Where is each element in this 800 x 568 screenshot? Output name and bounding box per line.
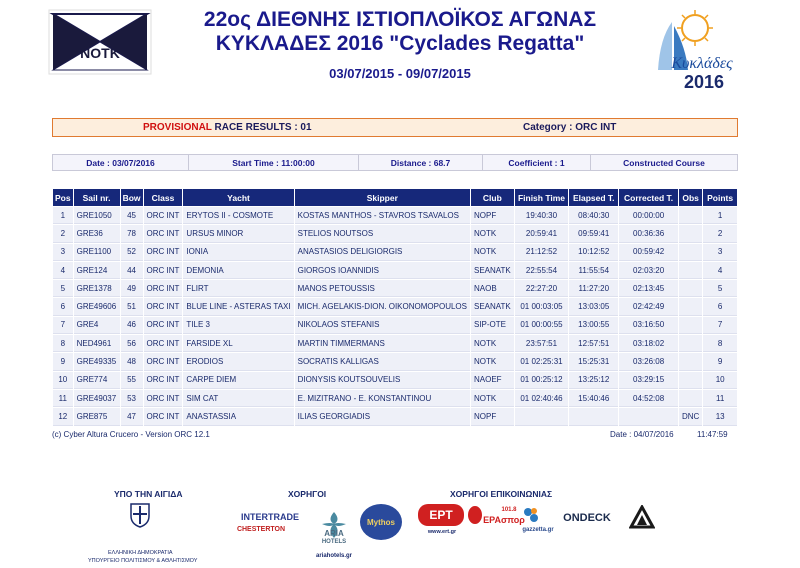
table-body — [53, 207, 737, 426]
cell-class: ORC INT — [144, 317, 183, 334]
cell-class: ORC INT — [144, 372, 183, 389]
cell-club: NOTK — [471, 353, 514, 370]
cell-pos: 3 — [53, 244, 73, 261]
column-header-corrected-time: Corrected T. — [619, 189, 678, 206]
cell-yacht: ERODIOS — [183, 353, 293, 370]
cell-elapsed-time: 15:40:46 — [569, 390, 618, 407]
cell-elapsed-time: 12:57:51 — [569, 335, 618, 352]
cell-points: 3 — [703, 244, 737, 261]
cell-bow: 56 — [121, 335, 143, 352]
cell-corrected-time: 00:59:42 — [619, 244, 678, 261]
page-header — [0, 0, 800, 112]
column-header-finish-time: Finish Time — [515, 189, 569, 206]
cyclades-logo-year: 2016 — [683, 72, 725, 92]
cell-skipper: MANOS PETOUSSIS — [295, 280, 470, 297]
cell-skipper: STELIOS NOUTSOS — [295, 225, 470, 242]
cell-skipper: NIKOLAOS STEFANIS — [295, 317, 470, 334]
cell-corrected-time: 00:36:36 — [619, 225, 678, 242]
column-header-obs: Obs — [679, 189, 702, 206]
table-row — [53, 372, 737, 389]
cell-skipper: DIONYSIS KOUTSOUVELIS — [295, 372, 470, 389]
cell-sail-nr: GRE1100 — [74, 244, 120, 261]
triangle-logo-icon — [628, 504, 656, 530]
coefficient: Coefficient : 1 — [483, 155, 591, 170]
cell-obs: DNC — [679, 408, 702, 425]
results-title: RACE RESULTS : 01 — [214, 122, 312, 133]
cell-sail-nr: GRE36 — [74, 225, 120, 242]
aegis-text-2: ΥΠΟΥΡΓΕΙΟ ΠΟΛΙΤΙΣΜΟΥ & ΑΘΛΗΤΙΣΜΟΥ — [88, 558, 198, 564]
table-row — [53, 335, 737, 352]
cell-bow: 46 — [121, 317, 143, 334]
cyclades-logo-text: Κυκλάδες — [671, 55, 733, 72]
table-row — [53, 262, 737, 279]
cell-obs — [679, 390, 702, 407]
cell-sail-nr: GRE124 — [74, 262, 120, 279]
cell-bow: 53 — [121, 390, 143, 407]
erasport-mark-icon — [468, 506, 482, 524]
cell-class: ORC INT — [144, 335, 183, 352]
cell-club: NOTK — [471, 244, 514, 261]
cell-bow: 49 — [121, 280, 143, 297]
cell-class: ORC INT — [144, 207, 183, 224]
cell-obs — [679, 207, 702, 224]
cell-class: ORC INT — [144, 353, 183, 370]
race-results-bar — [52, 118, 738, 137]
cell-points: 7 — [703, 317, 737, 334]
cell-sail-nr: GRE49037 — [74, 390, 120, 407]
cell-club: SEANATK — [471, 262, 514, 279]
cell-obs — [679, 280, 702, 297]
cell-skipper: MICH. AGELAKIS-DION. OIKONOMOPOULOS — [295, 298, 470, 315]
cell-class: ORC INT — [144, 408, 183, 425]
notk-logo-text: NOTK — [80, 45, 120, 61]
cell-class: ORC INT — [144, 390, 183, 407]
cell-points: 11 — [703, 390, 737, 407]
event-dates: 03/07/2015 - 09/07/2015 — [329, 66, 471, 81]
cell-yacht: CARPE DIEM — [183, 372, 293, 389]
cell-sail-nr: GRE49606 — [74, 298, 120, 315]
cell-sail-nr: GRE4 — [74, 317, 120, 334]
cell-finish-time: 20:59:41 — [515, 225, 569, 242]
cell-obs — [679, 225, 702, 242]
cell-skipper: E. MIZITRANO - E. KONSTANTINOU — [295, 390, 470, 407]
aegis-title: ΥΠΟ ΤΗΝ ΑΙΓΙΔΑ — [114, 489, 183, 499]
print-date: Date : 04/07/2016 — [610, 430, 674, 439]
cell-club: SEANATK — [471, 298, 514, 315]
race-results-label — [143, 122, 312, 133]
cell-pos: 12 — [53, 408, 73, 425]
cell-bow: 51 — [121, 298, 143, 315]
cell-pos: 9 — [53, 353, 73, 370]
notk-logo — [45, 6, 155, 78]
start-time: Start Time : 11:00:00 — [189, 155, 359, 170]
table-row — [53, 408, 737, 425]
cell-finish-time: 23:57:51 — [515, 335, 569, 352]
table-row — [53, 280, 737, 297]
cell-finish-time: 19:40:30 — [515, 207, 569, 224]
cell-finish-time: 21:12:52 — [515, 244, 569, 261]
cell-elapsed-time — [569, 408, 618, 425]
intertrade-logo: INTERTRADE — [241, 512, 299, 522]
cell-obs — [679, 353, 702, 370]
table-row — [53, 244, 737, 261]
cell-pos: 8 — [53, 335, 73, 352]
cell-class: ORC INT — [144, 298, 183, 315]
cell-yacht: FARSIDE XL — [183, 335, 293, 352]
cell-finish-time: 01 00:25:12 — [515, 372, 569, 389]
cell-bow: 45 — [121, 207, 143, 224]
cell-sail-nr: GRE774 — [74, 372, 120, 389]
cell-skipper: KOSTAS MANTHOS - STAVROS TSAVALOS — [295, 207, 470, 224]
cell-points: 1 — [703, 207, 737, 224]
cell-sail-nr: GRE49335 — [74, 353, 120, 370]
cell-corrected-time: 02:42:49 — [619, 298, 678, 315]
race-info-bar — [52, 154, 738, 171]
cell-corrected-time — [619, 408, 678, 425]
cell-yacht: DEMONIA — [183, 262, 293, 279]
cell-pos: 5 — [53, 280, 73, 297]
cell-elapsed-time: 11:55:54 — [569, 262, 618, 279]
cell-club: NOTK — [471, 225, 514, 242]
column-header-yacht: Yacht — [183, 189, 293, 206]
table-row — [53, 225, 737, 242]
cell-points: 6 — [703, 298, 737, 315]
cell-pos: 6 — [53, 298, 73, 315]
column-header-elapsed-time: Elapsed T. — [569, 189, 618, 206]
cell-points: 2 — [703, 225, 737, 242]
cell-yacht: URSUS MINOR — [183, 225, 293, 242]
column-header-pos: Pos — [53, 189, 73, 206]
aegis-text-1: ΕΛΛΗΝΙΚΗ ΔΗΜΟΚΡΑΤΙΑ — [108, 550, 173, 556]
provisional-label: PROVISIONAL — [143, 122, 212, 133]
aria-sub-label: HOTELS — [321, 539, 347, 545]
cell-yacht: ERYTOS II - COSMOTE — [183, 207, 293, 224]
cell-points: 10 — [703, 372, 737, 389]
cell-points: 9 — [703, 353, 737, 370]
ert-logo: ΕΡΤ — [418, 504, 464, 526]
cell-finish-time: 01 00:00:55 — [515, 317, 569, 334]
distance: Distance : 68.7 — [359, 155, 483, 170]
results-table — [52, 188, 738, 427]
aria-label: ARIA — [324, 528, 344, 538]
cell-sail-nr: GRE875 — [74, 408, 120, 425]
event-title-line1: 22ος ΔΙΕΘΝΗΣ ΙΣΤΙΟΠΛΟΪΚΟΣ ΑΓΩΝΑΣ — [203, 8, 597, 31]
gazzetta-logo: gazzetta.gr — [522, 527, 554, 533]
event-title-line2: ΚΥΚΛΑΔΕΣ 2016 "Cyclades Regatta" — [215, 32, 585, 55]
ert-url: www.ert.gr — [427, 529, 457, 535]
cell-elapsed-time: 13:25:12 — [569, 372, 618, 389]
column-header-sail-nr: Sail nr. — [74, 189, 120, 206]
cell-sail-nr: GRE1378 — [74, 280, 120, 297]
cell-class: ORC INT — [144, 244, 183, 261]
cell-corrected-time: 03:18:02 — [619, 335, 678, 352]
course-type: Constructed Course — [623, 157, 705, 168]
cell-class: ORC INT — [144, 225, 183, 242]
table-row — [53, 317, 737, 334]
cell-class: ORC INT — [144, 262, 183, 279]
cell-bow: 44 — [121, 262, 143, 279]
cell-club: NOPF — [471, 408, 514, 425]
cell-skipper: SOCRATIS KALLIGAS — [295, 353, 470, 370]
cell-points: 4 — [703, 262, 737, 279]
cell-obs — [679, 298, 702, 315]
sponsors-title: ΧΟΡΗΓΟΙ — [288, 489, 327, 499]
cell-elapsed-time: 08:40:30 — [569, 207, 618, 224]
table-header-row — [53, 189, 737, 206]
cell-pos: 11 — [53, 390, 73, 407]
cell-pos: 2 — [53, 225, 73, 242]
cell-finish-time — [515, 408, 569, 425]
cell-points: 8 — [703, 335, 737, 352]
cell-club: NAOEF — [471, 372, 514, 389]
cell-corrected-time: 03:29:15 — [619, 372, 678, 389]
cell-bow: 48 — [121, 353, 143, 370]
erasport-logo: ΕΡΑσπορ — [483, 515, 525, 525]
cell-points: 13 — [703, 408, 737, 425]
cell-corrected-time: 02:13:45 — [619, 280, 678, 297]
column-header-bow: Bow — [121, 189, 143, 206]
cell-finish-time: 22:55:54 — [515, 262, 569, 279]
cell-club: NOPF — [471, 207, 514, 224]
table-row — [53, 390, 737, 407]
cell-pos: 1 — [53, 207, 73, 224]
cell-pos: 4 — [53, 262, 73, 279]
column-header-points: Points — [703, 189, 737, 206]
erasport-frequency: 101.8 — [501, 507, 517, 513]
race-date: Date : 03/07/2016 — [53, 155, 189, 170]
media-sponsors-title: ΧΟΡΗΓΟΙ ΕΠΙΚΟΙΝΩΝΙΑΣ — [450, 489, 553, 499]
cell-obs — [679, 317, 702, 334]
column-header-class: Class — [144, 189, 183, 206]
cell-club: NAOB — [471, 280, 514, 297]
cell-yacht: BLUE LINE - ASTERAS TAXI — [183, 298, 293, 315]
cell-yacht: TILE 3 — [183, 317, 293, 334]
cell-points: 5 — [703, 280, 737, 297]
cell-obs — [679, 335, 702, 352]
cell-elapsed-time: 11:27:20 — [569, 280, 618, 297]
cell-corrected-time: 02:03:20 — [619, 262, 678, 279]
cell-elapsed-time: 13:03:05 — [569, 298, 618, 315]
cell-finish-time: 01 00:03:05 — [515, 298, 569, 315]
cell-corrected-time: 04:52:08 — [619, 390, 678, 407]
chesterton-logo: CHESTERTON — [236, 525, 286, 533]
column-header-skipper: Skipper — [295, 189, 470, 206]
cell-yacht: SIM CAT — [183, 390, 293, 407]
column-header-club: Club — [471, 189, 514, 206]
cell-elapsed-time: 15:25:31 — [569, 353, 618, 370]
cell-skipper: ANASTASIOS DELIGIORGIS — [295, 244, 470, 261]
cell-finish-time: 01 02:25:31 — [515, 353, 569, 370]
cell-finish-time: 01 02:40:46 — [515, 390, 569, 407]
mythos-logo: Mythos — [360, 504, 402, 540]
cell-corrected-time: 00:00:00 — [619, 207, 678, 224]
cell-bow: 78 — [121, 225, 143, 242]
print-time: 11:47:59 — [697, 430, 728, 439]
cell-elapsed-time: 10:12:52 — [569, 244, 618, 261]
cell-bow: 52 — [121, 244, 143, 261]
greek-emblem-icon — [120, 500, 160, 530]
cell-elapsed-time: 09:59:41 — [569, 225, 618, 242]
cell-club: NOTK — [471, 390, 514, 407]
copyright-text: (c) Cyber Altura Crucero - Version ORC 12.1 — [52, 430, 210, 439]
cell-club: NOTK — [471, 335, 514, 352]
table-row — [53, 353, 737, 370]
category-label: Category : ORC INT — [523, 122, 617, 133]
cell-pos: 10 — [53, 372, 73, 389]
cell-elapsed-time: 13:00:55 — [569, 317, 618, 334]
cell-club: SIP-OTE — [471, 317, 514, 334]
cyclades-logo — [640, 8, 740, 92]
table-row — [53, 207, 737, 224]
cell-sail-nr: NED4961 — [74, 335, 120, 352]
cell-pos: 7 — [53, 317, 73, 334]
cell-skipper: ILIAS GEORGIADIS — [295, 408, 470, 425]
cell-obs — [679, 262, 702, 279]
cell-yacht: FLIRT — [183, 280, 293, 297]
cell-bow: 55 — [121, 372, 143, 389]
cell-corrected-time: 03:26:08 — [619, 353, 678, 370]
ondeck-logo: ONDECK — [563, 512, 611, 524]
cell-obs — [679, 372, 702, 389]
gazzetta-mark-icon — [522, 506, 540, 524]
cell-finish-time: 22:27:20 — [515, 280, 569, 297]
cell-bow: 47 — [121, 408, 143, 425]
cell-yacht: ANASTASSIA — [183, 408, 293, 425]
cell-corrected-time: 03:16:50 — [619, 317, 678, 334]
cell-skipper: MARTIN TIMMERMANS — [295, 335, 470, 352]
cell-yacht: IONIA — [183, 244, 293, 261]
aria-url: ariahotels.gr — [315, 553, 352, 559]
cell-skipper: GIORGOS IOANNIDIS — [295, 262, 470, 279]
cell-sail-nr: GRE1050 — [74, 207, 120, 224]
cell-obs — [679, 244, 702, 261]
table-row — [53, 298, 737, 315]
cell-class: ORC INT — [144, 280, 183, 297]
